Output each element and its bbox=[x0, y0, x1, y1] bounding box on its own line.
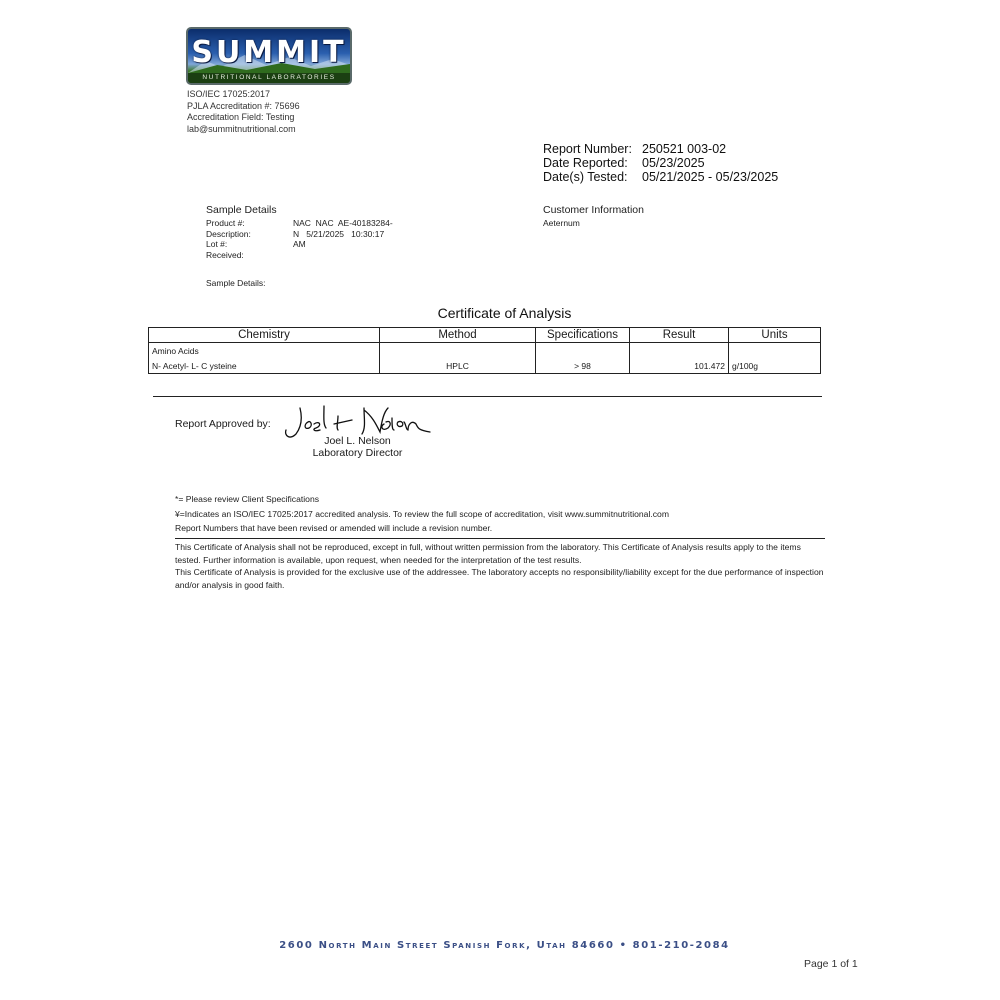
product-label: Product #: bbox=[206, 218, 245, 228]
accreditation-standard: ISO/IEC 17025:2017 bbox=[187, 89, 271, 99]
header-units: Units bbox=[729, 328, 821, 343]
sample-details-label: Sample Details: bbox=[206, 278, 266, 288]
note-accredited: ¥=Indicates an ISO/IEC 17025:2017 accredited analysis. To review the full scope of accreditation, visit www.summitnutritional.com bbox=[175, 508, 669, 519]
description-value: N 5/21/2025 10:30:17 bbox=[293, 228, 385, 239]
header-specifications: Specifications bbox=[536, 328, 630, 343]
logo-subtitle: NUTRITIONAL LABORATORIES bbox=[188, 73, 350, 83]
report-meta bbox=[543, 142, 778, 184]
approver-block bbox=[290, 436, 425, 459]
date-reported-value: 05/23/2025 bbox=[642, 156, 705, 170]
cell-method: HPLC bbox=[380, 358, 536, 374]
group-label: Amino Acids bbox=[149, 343, 380, 359]
received-value bbox=[293, 250, 393, 261]
results-table bbox=[148, 327, 821, 374]
received-label: Received: bbox=[206, 249, 244, 260]
customer-info bbox=[543, 204, 644, 228]
lot-value: AM bbox=[293, 239, 306, 249]
table-group-row bbox=[149, 343, 821, 359]
cell-specification: > 98 bbox=[536, 358, 630, 374]
notes bbox=[175, 492, 669, 536]
header-method: Method bbox=[380, 328, 536, 343]
disclaimer-reproduction: This Certificate of Analysis shall not be reproduced, except in full, without written permission from the laboratory. This Certificate of Analysis results apply to the items tested. Further information is available, upon request, when needed for the interpretation of the test results. bbox=[175, 542, 801, 565]
date-reported-label: Date Reported: bbox=[543, 156, 628, 170]
accreditation-number: PJLA Accreditation #: 75696 bbox=[187, 100, 300, 111]
report-number-value: 250521 003-02 bbox=[642, 142, 727, 156]
table-row bbox=[149, 358, 821, 374]
disclaimer-liability: This Certificate of Analysis is provided for the exclusive use of the addressee. The laboratory accepts no responsibility/liability except for the due performance of inspection and/or analysis in good faith. bbox=[175, 567, 824, 590]
dates-tested-value: 05/21/2025 - 05/23/2025 bbox=[642, 170, 779, 184]
certificate-title: Certificate of Analysis bbox=[437, 305, 572, 321]
dates-tested-label: Date(s) Tested: bbox=[543, 170, 628, 184]
lab-email: lab@summitnutritional.com bbox=[187, 123, 296, 134]
page-number: Page 1 of 1 bbox=[804, 958, 858, 970]
note-client-specs: *= Please review Client Specifications bbox=[175, 494, 320, 504]
sample-details bbox=[206, 204, 393, 260]
disclaimer bbox=[175, 541, 827, 591]
divider bbox=[175, 538, 825, 539]
lot-label: Lot #: bbox=[206, 239, 228, 249]
product-value: NAC NAC AE-40183284- bbox=[293, 218, 393, 228]
cell-result: 101.472 bbox=[630, 358, 729, 374]
accreditation-block bbox=[187, 89, 300, 135]
approved-by-label: Report Approved by: bbox=[175, 418, 271, 430]
footer-address: 2600 North Main Street Spanish Fork, Utah 84660 • 801-210-2084 bbox=[279, 940, 730, 951]
cell-units: g/100g bbox=[729, 358, 821, 374]
header-result: Result bbox=[630, 328, 729, 343]
logo-wordmark: SUMMIT bbox=[191, 35, 347, 70]
accreditation-field: Accreditation Field: Testing bbox=[187, 112, 295, 122]
divider bbox=[153, 396, 822, 397]
description-label: Description: bbox=[206, 228, 251, 239]
approver-name: Joel L. Nelson bbox=[324, 435, 391, 447]
note-revisions: Report Numbers that have been revised or amended will include a revision number. bbox=[175, 523, 493, 533]
header-chemistry: Chemistry bbox=[149, 328, 380, 343]
report-number-label: Report Number: bbox=[543, 142, 632, 156]
summit-logo bbox=[186, 27, 352, 85]
table-header-row bbox=[149, 328, 821, 343]
sample-details-heading: Sample Details bbox=[206, 204, 277, 216]
customer-heading: Customer Information bbox=[543, 204, 644, 216]
cell-chemistry: N- Acetyl- L- C ysteine bbox=[149, 358, 380, 374]
approver-title: Laboratory Director bbox=[312, 446, 403, 459]
customer-name: Aeternum bbox=[543, 218, 580, 228]
